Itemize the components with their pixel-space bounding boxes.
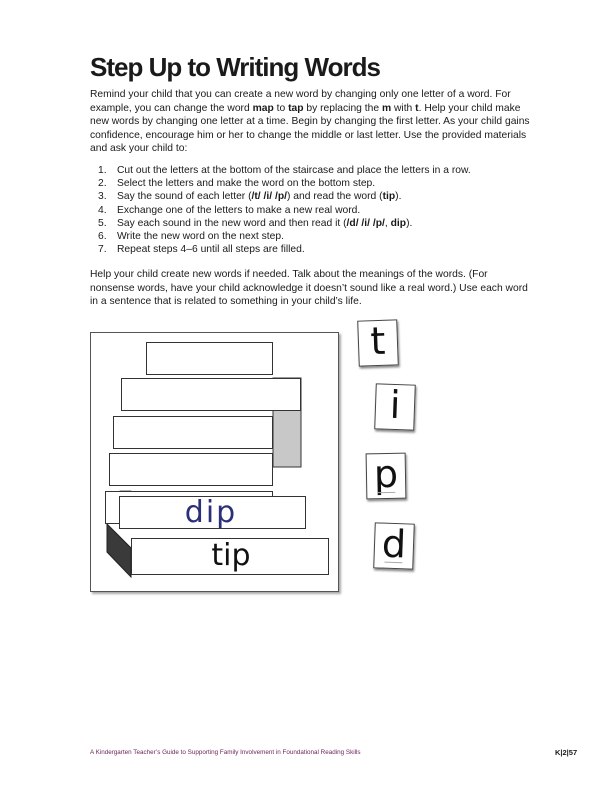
step-item: 2. Select the letters and make the word on the bottom step. — [98, 178, 376, 190]
step-item: 7. Repeat steps 4–6 until all steps are filled. — [98, 244, 305, 256]
letter-card-i[interactable]: i — [374, 383, 416, 430]
step-item: 4. Exchange one of the letters to make a new real word. — [98, 204, 361, 216]
staircase-step-4 — [109, 453, 273, 486]
steps-list — [90, 164, 530, 256]
letter-card-t[interactable]: t — [357, 319, 399, 366]
step-item: 6. Write the new word on the next step. — [98, 231, 284, 243]
staircase-step-5 — [113, 416, 273, 449]
closing-paragraph: Help your child create new words if needed. Talk about the meanings of the words. (For nonsense words, have your child acknowledge it doesn’t sound like a real word.) Use each word in a sentence that is related to something in your child’s life. — [90, 269, 528, 308]
page-number: K|2|57 — [555, 748, 578, 757]
second-step-word: dip — [184, 495, 238, 530]
step-item: 1. Cut out the letters at the bottom of the staircase and place the letters in a row. — [98, 165, 471, 176]
staircase-step-6 — [121, 378, 301, 411]
intro-paragraph: Remind your child that you can create a new word by changing only one letter of a word. For example, you can change the word map to tap by replacing the m with t. Help your child make new words by changing one letter at a time. Begin by changing the first letter. As your child gains confidence, encourage him or her to change the middle or last letter. Use the provided materials and ask your child to: — [90, 89, 530, 155]
footer-text: A Kindergarten Teacher’s Guide to Supporting Family Involvement in Foundational Reading Skills — [90, 749, 361, 756]
step-item: 5. Say each sound in the new word and then read it (/d/ /i/ /p/, dip). — [98, 217, 413, 229]
letter-card-d[interactable]: d — [373, 522, 415, 569]
step-item: 3. Say the sound of each letter (/t/ /i/ /p/) and read the word (tip). — [98, 191, 402, 203]
bottom-step-word: tip — [211, 538, 251, 573]
page-title: Step Up to Writing Words — [90, 52, 380, 82]
staircase-illustration — [90, 332, 339, 592]
staircase-step-7 — [146, 342, 273, 375]
letter-card-p[interactable]: p — [366, 453, 407, 500]
